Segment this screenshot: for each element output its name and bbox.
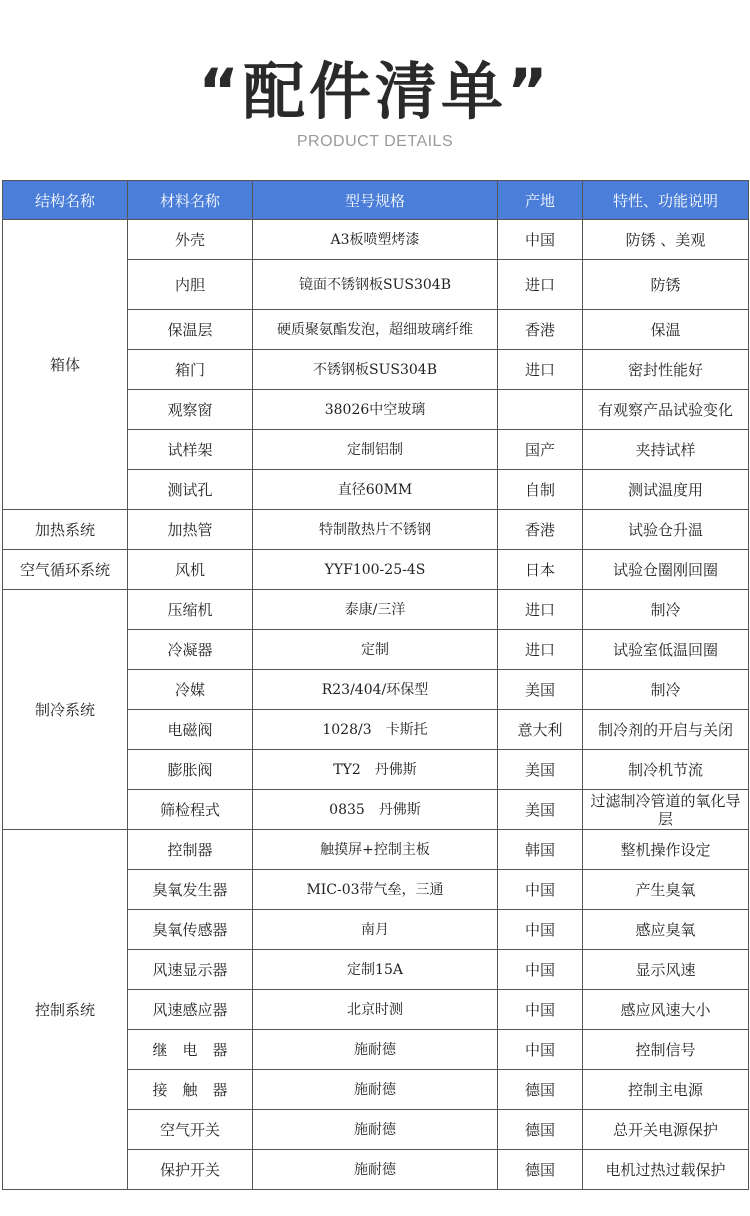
- group-name: 空气循环系统: [3, 550, 128, 590]
- material-cell: 筛检程式: [128, 790, 253, 830]
- model-cell: 镜面不锈钢板SUS304B: [253, 260, 498, 310]
- function-cell: 有观察产品试验变化: [583, 390, 749, 430]
- material-cell: 保护开关: [128, 1150, 253, 1190]
- function-cell: 保温: [583, 310, 749, 350]
- material-cell: 风速显示器: [128, 950, 253, 990]
- origin-cell: 中国: [498, 870, 583, 910]
- model-cell: 施耐德: [253, 1110, 498, 1150]
- origin-cell: 自制: [498, 470, 583, 510]
- material-cell: 风速感应器: [128, 990, 253, 1030]
- header-model: 型号规格: [253, 181, 498, 220]
- function-cell: 夹持试样: [583, 430, 749, 470]
- material-cell: 观察窗: [128, 390, 253, 430]
- group-name: 控制系统: [3, 830, 128, 1190]
- origin-cell: 香港: [498, 310, 583, 350]
- parts-table: [2, 180, 749, 1190]
- material-cell: 测试孔: [128, 470, 253, 510]
- model-cell: A3板喷塑烤漆: [253, 220, 498, 260]
- page-subtitle: PRODUCT DETAILS: [296, 133, 454, 150]
- material-cell: 臭氧发生器: [128, 870, 253, 910]
- material-cell: 冷凝器: [128, 630, 253, 670]
- material-cell: 加热管: [128, 510, 253, 550]
- group-name: 加热系统: [3, 510, 128, 550]
- origin-cell: 日本: [498, 550, 583, 590]
- function-cell: 密封性能好: [583, 350, 749, 390]
- model-cell: 1028/3 卡斯托: [253, 710, 498, 750]
- origin-cell: 进口: [498, 630, 583, 670]
- function-cell: 整机操作设定: [583, 830, 749, 870]
- model-cell: TY2 丹佛斯: [253, 750, 498, 790]
- material-cell: 冷媒: [128, 670, 253, 710]
- table-row: [3, 590, 749, 630]
- origin-cell: 中国: [498, 910, 583, 950]
- material-cell: 保温层: [128, 310, 253, 350]
- material-cell: 外壳: [128, 220, 253, 260]
- function-cell: 试验仓升温: [583, 510, 749, 550]
- origin-cell: 进口: [498, 350, 583, 390]
- model-cell: 施耐德: [253, 1070, 498, 1110]
- material-cell: 压缩机: [128, 590, 253, 630]
- header-origin: 产地: [498, 181, 583, 220]
- table-header-row: [3, 181, 749, 220]
- origin-cell: 美国: [498, 670, 583, 710]
- model-cell: 定制15A: [253, 950, 498, 990]
- origin-cell: 德国: [498, 1110, 583, 1150]
- model-cell: 38026中空玻璃: [253, 390, 498, 430]
- model-cell: 泰康/三洋: [253, 590, 498, 630]
- origin-cell: 意大利: [498, 710, 583, 750]
- model-cell: YYF100-25-4S: [253, 550, 498, 590]
- function-cell: 电机过热过载保护: [583, 1150, 749, 1190]
- origin-cell: 德国: [498, 1070, 583, 1110]
- model-cell: 北京时测: [253, 990, 498, 1030]
- model-cell: 特制散热片不锈钢: [253, 510, 498, 550]
- model-cell: 施耐德: [253, 1150, 498, 1190]
- function-cell: 制冷剂的开启与关闭: [583, 710, 749, 750]
- function-cell: 显示风速: [583, 950, 749, 990]
- function-cell: 控制信号: [583, 1030, 749, 1070]
- function-cell: 制冷机节流: [583, 750, 749, 790]
- material-cell: 控制器: [128, 830, 253, 870]
- function-cell: 测试温度用: [583, 470, 749, 510]
- function-cell: 防锈 、美观: [583, 220, 749, 260]
- function-cell: 控制主电源: [583, 1070, 749, 1110]
- origin-cell: 德国: [498, 1150, 583, 1190]
- function-cell: 试验室低温回圈: [583, 630, 749, 670]
- header-function: 特性、功能说明: [583, 181, 749, 220]
- origin-cell: 中国: [498, 950, 583, 990]
- function-cell: 过滤制冷管道的氧化导层: [583, 790, 749, 830]
- group-name: 箱体: [3, 220, 128, 510]
- model-cell: 定制铝制: [253, 430, 498, 470]
- model-cell: 触摸屏+控制主板: [253, 830, 498, 870]
- function-cell: 试验仓圈刚回圈: [583, 550, 749, 590]
- function-cell: 感应风速大小: [583, 990, 749, 1030]
- origin-cell: 进口: [498, 590, 583, 630]
- material-cell: 膨胀阀: [128, 750, 253, 790]
- model-cell: 直径60MM: [253, 470, 498, 510]
- origin-cell: 中国: [498, 1030, 583, 1070]
- table-row: [3, 550, 749, 590]
- model-cell: 不锈钢板SUS304B: [253, 350, 498, 390]
- material-cell: 臭氧传感器: [128, 910, 253, 950]
- origin-cell: 美国: [498, 750, 583, 790]
- origin-cell: 进口: [498, 260, 583, 310]
- origin-cell: 中国: [498, 990, 583, 1030]
- table-row: [3, 220, 749, 260]
- material-cell: 箱门: [128, 350, 253, 390]
- group-name: 制冷系统: [3, 590, 128, 830]
- table-row: [3, 830, 749, 870]
- material-cell: 内胆: [128, 260, 253, 310]
- page-title: “配件清单”: [198, 55, 552, 128]
- function-cell: 产生臭氧: [583, 870, 749, 910]
- function-cell: 制冷: [583, 590, 749, 630]
- table-row: [3, 510, 749, 550]
- function-cell: 总开关电源保护: [583, 1110, 749, 1150]
- model-cell: 0835 丹佛斯: [253, 790, 498, 830]
- model-cell: 硬质聚氨酯发泡，超细玻璃纤维: [253, 310, 498, 350]
- model-cell: 定制: [253, 630, 498, 670]
- model-cell: MIC-03带气垒，三通: [253, 870, 498, 910]
- model-cell: 南月: [253, 910, 498, 950]
- material-cell: 风机: [128, 550, 253, 590]
- material-cell: 电磁阀: [128, 710, 253, 750]
- header-material: 材料名称: [128, 181, 253, 220]
- function-cell: 制冷: [583, 670, 749, 710]
- header-structure: 结构名称: [3, 181, 128, 220]
- material-cell: 继 电 器: [128, 1030, 253, 1070]
- origin-cell: 韩国: [498, 830, 583, 870]
- material-cell: 试样架: [128, 430, 253, 470]
- material-cell: 接 触 器: [128, 1070, 253, 1110]
- model-cell: 施耐德: [253, 1030, 498, 1070]
- origin-cell: [498, 390, 583, 430]
- origin-cell: 香港: [498, 510, 583, 550]
- origin-cell: 中国: [498, 220, 583, 260]
- function-cell: 感应臭氧: [583, 910, 749, 950]
- origin-cell: 国产: [498, 430, 583, 470]
- function-cell: 防锈: [583, 260, 749, 310]
- material-cell: 空气开关: [128, 1110, 253, 1150]
- model-cell: R23/404/环保型: [253, 670, 498, 710]
- origin-cell: 美国: [498, 790, 583, 830]
